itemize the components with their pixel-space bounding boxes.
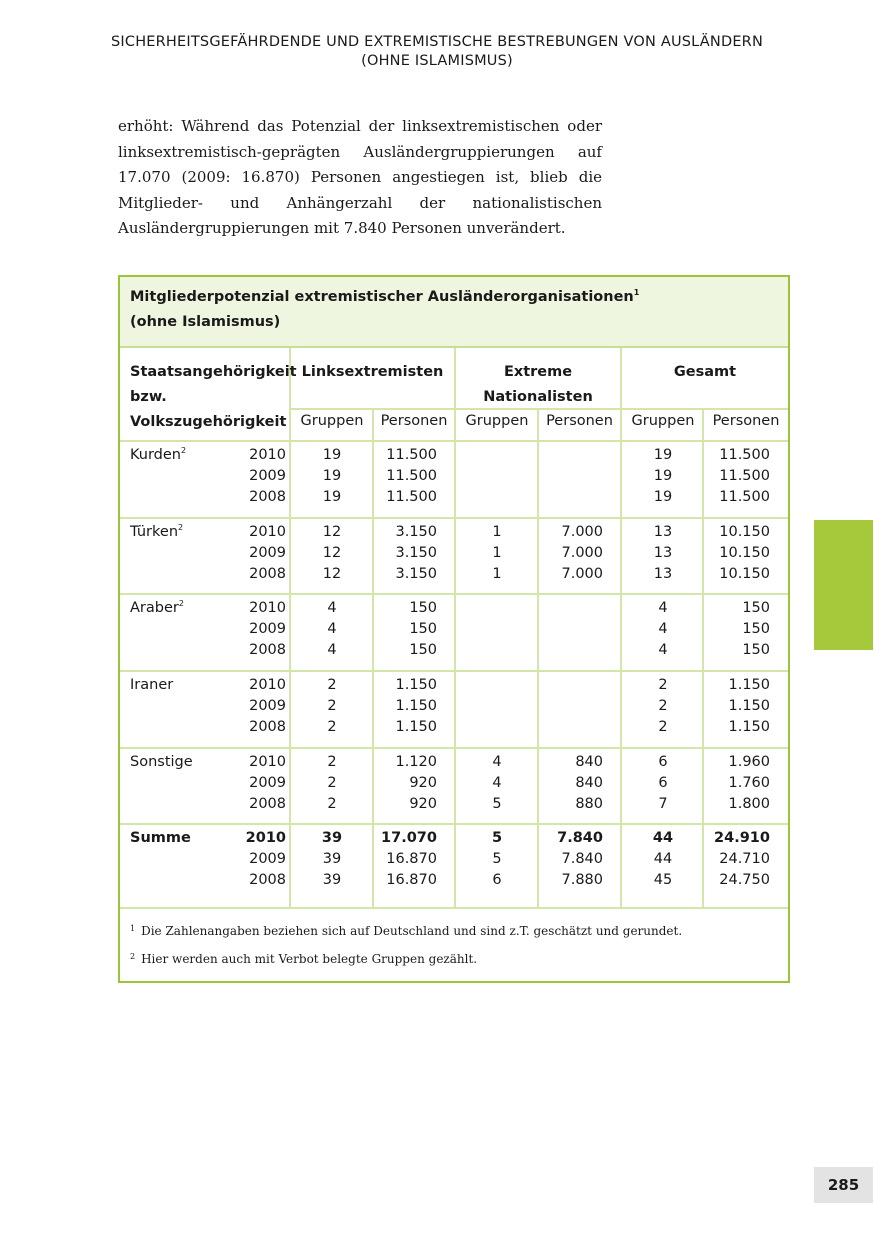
table-cell: 45 (653, 872, 673, 888)
table-cell: 6 (658, 754, 668, 770)
table-cell: 11.500 (386, 468, 437, 484)
table-cell: 4 (327, 642, 337, 658)
subheader-gruppen: Gruppen (465, 413, 529, 429)
table-cell: 2 (327, 796, 337, 812)
table-cell: 1.150 (395, 677, 437, 693)
table-cell: 920 (409, 796, 437, 812)
table-cell: 24.710 (719, 851, 770, 867)
running-head-line-1: SICHERHEITSGEFÄHRDENDE UND EXTREMISTISCHE BESTREBUNGEN VON AUSLÄNDERN (110, 34, 764, 50)
footnote-ref: 1 (633, 288, 640, 297)
table-cell: 12 (322, 524, 342, 540)
grid-line-horizontal (120, 747, 788, 749)
table-cell: 1.800 (728, 796, 770, 812)
row-year: 2009 (249, 545, 286, 561)
footnote-ref: 2 (178, 599, 184, 608)
table-cell: 5 (492, 851, 502, 867)
table-cell: 1.960 (728, 754, 770, 770)
table-cell: 1 (492, 545, 502, 561)
grid-line-horizontal (120, 670, 788, 672)
table-cell: 24.750 (719, 872, 770, 888)
row-year: 2010 (249, 677, 286, 693)
table-cell: 11.500 (386, 489, 437, 505)
row-group-name: Iraner (130, 677, 174, 693)
table-cell: 150 (742, 621, 770, 637)
footnote-ref: 2 (181, 446, 187, 455)
table-footnote (130, 921, 682, 939)
table-cell: 7.840 (561, 851, 603, 867)
table-cell: 6 (658, 775, 668, 791)
row-year: 2008 (249, 642, 286, 658)
row-group-name: Araber$^2$ (130, 599, 184, 616)
table-cell: 2 (658, 719, 668, 735)
table-cell: 7.000 (561, 566, 603, 582)
table-cell: 880 (575, 796, 603, 812)
row-header-label: Volkszugehörigkeit (130, 414, 287, 430)
data-table (118, 275, 790, 983)
footnote-text: Hier werden auch mit Verbot belegte Gruppen gezählt. (141, 952, 478, 966)
row-year: 2010 (245, 830, 286, 846)
row-year: 2009 (249, 698, 286, 714)
row-year: 2008 (249, 796, 286, 812)
grid-line-horizontal (120, 440, 788, 442)
table-cell: 44 (652, 830, 674, 846)
table-cell: 4 (327, 621, 337, 637)
table-cell: 4 (658, 621, 668, 637)
table-title-text: Mitgliederpotenzial extremistischer Ausländerorganisationen (130, 289, 634, 305)
subheader-gruppen: Gruppen (631, 413, 695, 429)
subheader-gruppen: Gruppen (300, 413, 364, 429)
table-cell: 39 (322, 872, 342, 888)
table-cell: 2 (327, 775, 337, 791)
row-group-name: Kurden$^2$ (130, 446, 187, 463)
table-cell: 1 (492, 524, 502, 540)
table-cell: 7.840 (557, 830, 603, 846)
column-header-linksextremisten: Linksextremisten (301, 364, 444, 380)
row-year: 2010 (249, 600, 286, 616)
table-cell: 2 (327, 698, 337, 714)
table-cell: 2 (327, 754, 337, 770)
table-cell: 19 (322, 447, 342, 463)
table-cell: 1.120 (395, 754, 437, 770)
footnote-mark: 1 (130, 924, 136, 933)
row-year: 2009 (249, 775, 286, 791)
table-cell: 13 (653, 524, 673, 540)
table-cell: 16.870 (386, 851, 437, 867)
subheader-personen: Personen (546, 413, 613, 429)
table-cell: 12 (322, 545, 342, 561)
row-group-name: Sonstige (130, 754, 193, 770)
row-year: 2008 (249, 566, 286, 582)
table-cell: 3.150 (395, 566, 437, 582)
table-cell: 17.070 (381, 830, 437, 846)
table-cell: 19 (322, 468, 342, 484)
grid-line-horizontal (120, 593, 788, 595)
row-year: 2008 (249, 719, 286, 735)
table-cell: 4 (492, 754, 502, 770)
table-cell: 6 (492, 872, 502, 888)
table-cell: 1.150 (395, 719, 437, 735)
table-cell: 13 (653, 545, 673, 561)
table-cell: 150 (742, 642, 770, 658)
table-cell: 13 (653, 566, 673, 582)
subheader-personen: Personen (380, 413, 448, 429)
table-cell: 4 (492, 775, 502, 791)
row-year: 2009 (249, 621, 286, 637)
column-header-gesamt: Gesamt (673, 364, 737, 380)
table-cell: 11.500 (386, 447, 437, 463)
table-cell: 1.150 (728, 719, 770, 735)
table-cell: 7.000 (561, 524, 603, 540)
subheader-personen: Personen (712, 413, 780, 429)
table-cell: 1.760 (728, 775, 770, 791)
body-paragraph: erhöht: Während das Potenzial der linksextremistischen oder linksextremistisch-geprägten Ausländergruppierungen auf 17.070 (2009: 16.870) Personen angestiegen ist, blieb die Mitglieder- und Anhängerzahl der nationalistischen Ausländergruppierungen mit 7.840 Personen unverändert. (118, 117, 602, 237)
column-header-extreme: Extreme (503, 364, 573, 380)
table-cell: 1.150 (728, 698, 770, 714)
row-year: 2008 (249, 872, 286, 888)
table-cell: 19 (653, 489, 673, 505)
table-cell: 4 (327, 600, 337, 616)
table-cell: 5 (492, 796, 502, 812)
table-cell: 920 (409, 775, 437, 791)
table-cell: 150 (742, 600, 770, 616)
table-cell: 24.910 (714, 830, 770, 846)
table-cell: 11.500 (719, 489, 770, 505)
table-cell: 840 (575, 754, 603, 770)
grid-line-horizontal (120, 823, 788, 825)
table-cell: 44 (653, 851, 673, 867)
table-cell: 7.000 (561, 545, 603, 561)
table-cell: 150 (409, 600, 437, 616)
table-cell: 840 (575, 775, 603, 791)
chapter-tab-marker (814, 520, 873, 650)
table-cell: 1 (492, 566, 502, 582)
table-cell: 19 (653, 447, 673, 463)
table-cell: 1.150 (728, 677, 770, 693)
table-cell: 10.150 (719, 524, 770, 540)
row-group-name: Summe (130, 830, 191, 846)
table-caption (120, 277, 788, 348)
running-head (0, 33, 874, 71)
table-cell: 16.870 (386, 872, 437, 888)
table-cell: 2 (327, 719, 337, 735)
table-cell: 3.150 (395, 545, 437, 561)
footnote-text: Die Zahlenangaben beziehen sich auf Deutschland und sind z.T. geschätzt und gerundet. (141, 924, 683, 938)
table-cell: 2 (327, 677, 337, 693)
table-cell: 19 (322, 489, 342, 505)
table-footnote (130, 949, 477, 967)
table-cell: 4 (658, 642, 668, 658)
table-cell: 12 (322, 566, 342, 582)
table-cell: 19 (653, 468, 673, 484)
row-header-label: bzw. (130, 389, 167, 405)
table-cell: 7 (658, 796, 668, 812)
page-number: 285 (814, 1167, 873, 1203)
table-cell: 2 (658, 698, 668, 714)
table-cell: 150 (409, 621, 437, 637)
table-cell: 39 (321, 830, 343, 846)
running-head-line-2: (OHNE ISLAMISMUS) (361, 53, 513, 69)
table-cell: 2 (658, 677, 668, 693)
table-cell: 3.150 (395, 524, 437, 540)
footnote-ref: 2 (178, 523, 184, 532)
row-header-label: Staatsangehörigkeit (130, 364, 297, 380)
grid-line-horizontal (120, 907, 788, 909)
row-group-name: Türken$^2$ (130, 523, 184, 540)
row-year: 2008 (249, 489, 286, 505)
table-cell: 7.880 (561, 872, 603, 888)
table-cell: 10.150 (719, 545, 770, 561)
table-cell: 1.150 (395, 698, 437, 714)
table-title-line-1 (130, 285, 778, 310)
table-cell: 150 (409, 642, 437, 658)
row-year: 2009 (249, 468, 286, 484)
table-cell: 5 (491, 830, 503, 846)
grid-line-horizontal (120, 517, 788, 519)
row-year: 2010 (249, 447, 286, 463)
footnote-mark: 2 (130, 952, 136, 961)
table-cell: 4 (658, 600, 668, 616)
row-year: 2010 (249, 754, 286, 770)
row-year: 2010 (249, 524, 286, 540)
table-cell: 11.500 (719, 447, 770, 463)
row-year: 2009 (249, 851, 286, 867)
table-cell: 10.150 (719, 566, 770, 582)
table-cell: 39 (322, 851, 342, 867)
table-cell: 11.500 (719, 468, 770, 484)
column-header-nationalisten: Nationalisten (483, 389, 593, 405)
table-title-line-2: (ohne Islamismus) (130, 314, 281, 330)
